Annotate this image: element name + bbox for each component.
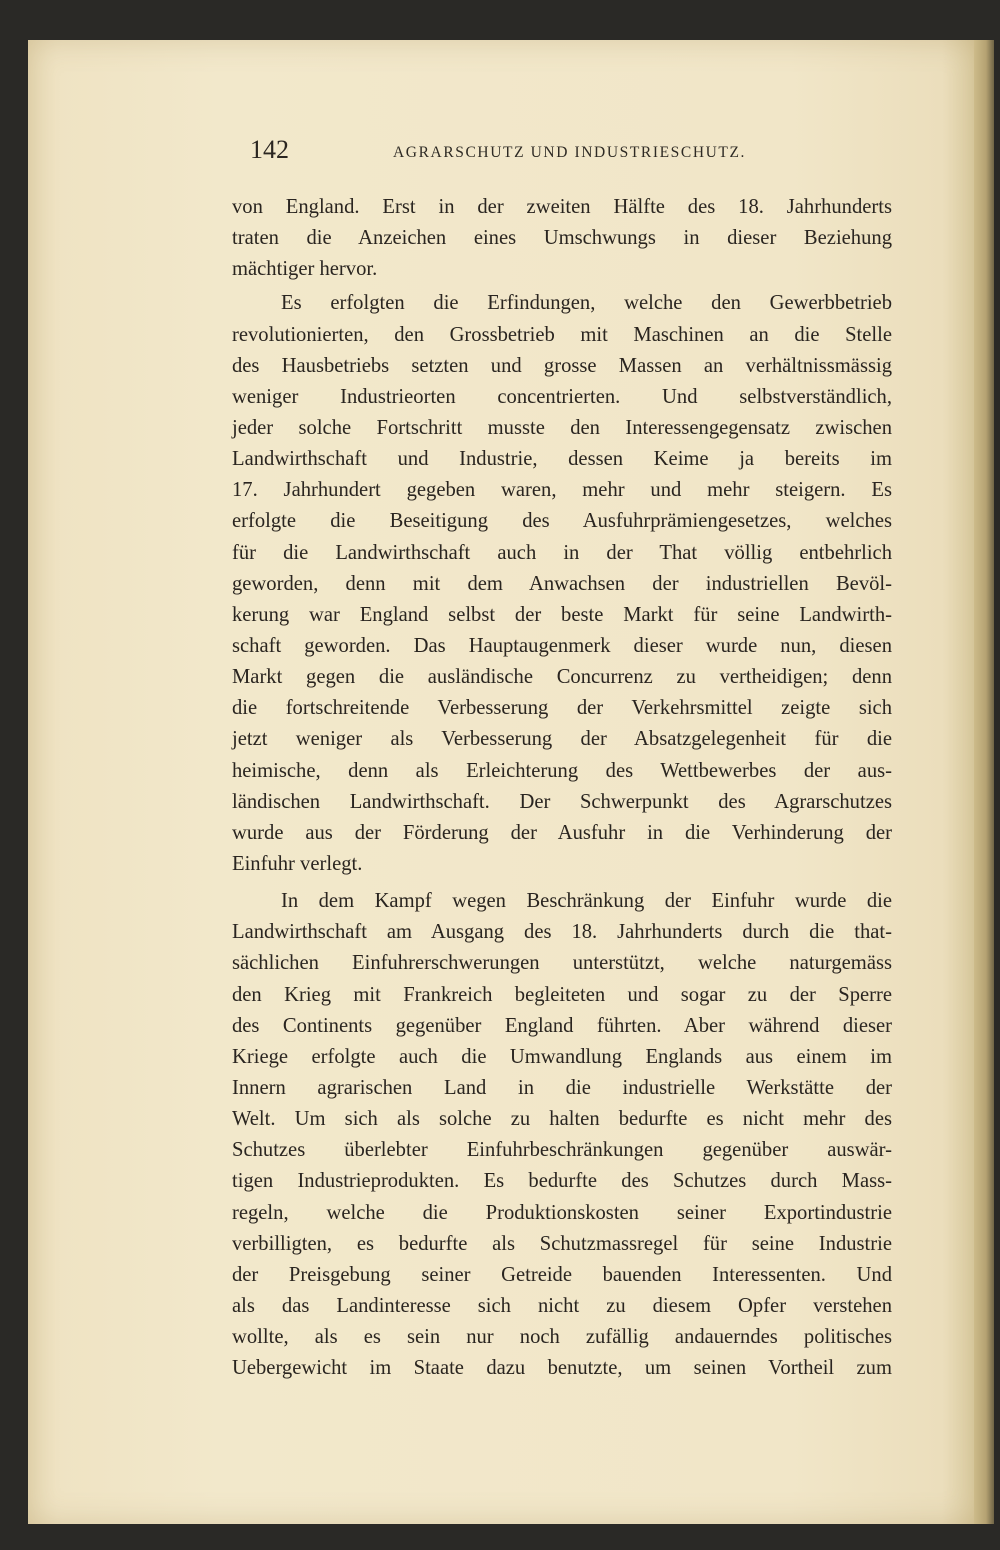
text-line: Markt gegen die ausländische Concurrenz zu vertheidigen; denn bbox=[232, 666, 892, 689]
text-line: verbilligten, es bedurfte als Schutzmassregel für seine Industrie bbox=[232, 1232, 892, 1255]
text-line: die fortschreitende Verbesserung der Verkehrsmittel zeigte sich bbox=[232, 697, 892, 720]
text-line: erfolgte die Beseitigung des Ausfuhrprämiengesetzes, welches bbox=[232, 510, 892, 533]
text-line: schaft geworden. Das Hauptaugenmerk dieser wurde nun, diesen bbox=[232, 634, 892, 657]
text-line: tigen Industrieprodukten. Es bedurfte des Schutzes durch Mass- bbox=[232, 1170, 892, 1193]
text-line: kerung war England selbst der beste Markt für seine Landwirth- bbox=[232, 603, 892, 626]
text-line: Es erfolgten die Erfindungen, welche den Gewerbbetrieb bbox=[281, 292, 892, 315]
text-line: Landwirthschaft und Industrie, dessen Keime ja bereits im bbox=[232, 448, 892, 471]
text-line: Schutzes überlebter Einfuhrbeschränkungen gegenüber auswär- bbox=[232, 1139, 892, 1162]
text-line: regeln, welche die Produktionskosten seiner Exportindustrie bbox=[232, 1201, 892, 1224]
body-text bbox=[232, 192, 892, 1384]
text-line: traten die Anzeichen eines Umschwungs in dieser Beziehung bbox=[232, 227, 892, 250]
page-edge bbox=[974, 40, 994, 1524]
text-line: Landwirthschaft am Ausgang des 18. Jahrhunderts durch die that- bbox=[232, 921, 892, 944]
text-line: jetzt weniger als Verbesserung der Absatzgelegenheit für die bbox=[232, 728, 892, 751]
text-line: wurde aus der Förderung der Ausfuhr in die Verhinderung der bbox=[232, 821, 892, 844]
text-line: als das Landinteresse sich nicht zu diesem Opfer verstehen bbox=[232, 1294, 892, 1317]
text-line: Innern agrarischen Land in die industrielle Werkstätte der bbox=[232, 1076, 892, 1099]
text-line: Welt. Um sich als solche zu halten bedurfte es nicht mehr des bbox=[232, 1108, 892, 1131]
text-line: des Continents gegenüber England führten. Aber während dieser bbox=[232, 1014, 892, 1037]
text-line: 17. Jahrhundert gegeben waren, mehr und mehr steigern. Es bbox=[232, 479, 892, 502]
text-line: ländischen Landwirthschaft. Der Schwerpunkt des Agrarschutzes bbox=[232, 790, 892, 813]
text-line: geworden, denn mit dem Anwachsen der industriellen Bevöl- bbox=[232, 572, 892, 595]
text-line: mächtiger hervor. bbox=[232, 258, 378, 281]
running-head: AGRARSCHUTZ UND INDUSTRIESCHUTZ. bbox=[393, 144, 747, 161]
text-line: für die Landwirthschaft auch in der That völlig entbehrlich bbox=[232, 541, 892, 564]
text-line: revolutionierten, den Grossbetrieb mit Maschinen an die Stelle bbox=[232, 323, 892, 346]
text-line: Kriege erfolgte auch die Umwandlung Englands aus einem im bbox=[232, 1045, 892, 1068]
text-line: wollte, als es sein nur noch zufällig andauerndes politisches bbox=[232, 1326, 892, 1349]
page-header bbox=[250, 135, 910, 175]
text-line: In dem Kampf wegen Beschränkung der Einfuhr wurde die bbox=[281, 890, 892, 913]
text-line: des Hausbetriebs setzten und grosse Massen an verhältnissmässig bbox=[232, 354, 892, 377]
text-line: von England. Erst in der zweiten Hälfte des 18. Jahrhunderts bbox=[232, 196, 892, 218]
text-line: der Preisgebung seiner Getreide bauenden Interessenten. Und bbox=[232, 1263, 892, 1286]
text-line: heimische, denn als Erleichterung des Wettbewerbes der aus- bbox=[232, 759, 892, 782]
text-line: Uebergewicht im Staate dazu benutzte, um seinen Vortheil zum bbox=[232, 1357, 892, 1380]
text-line: Einfuhr verlegt. bbox=[232, 852, 363, 875]
text-line: weniger Industrieorten concentrierten. Und selbstverständlich, bbox=[232, 385, 892, 408]
text-line: den Krieg mit Frankreich begleiteten und sogar zu der Sperre bbox=[232, 983, 892, 1006]
page-number: 142 bbox=[250, 135, 289, 164]
text-line: sächlichen Einfuhrerschwerungen unterstützt, welche naturgemäss bbox=[232, 952, 892, 975]
text-line: jeder solche Fortschritt musste den Interessengegensatz zwischen bbox=[232, 416, 892, 439]
